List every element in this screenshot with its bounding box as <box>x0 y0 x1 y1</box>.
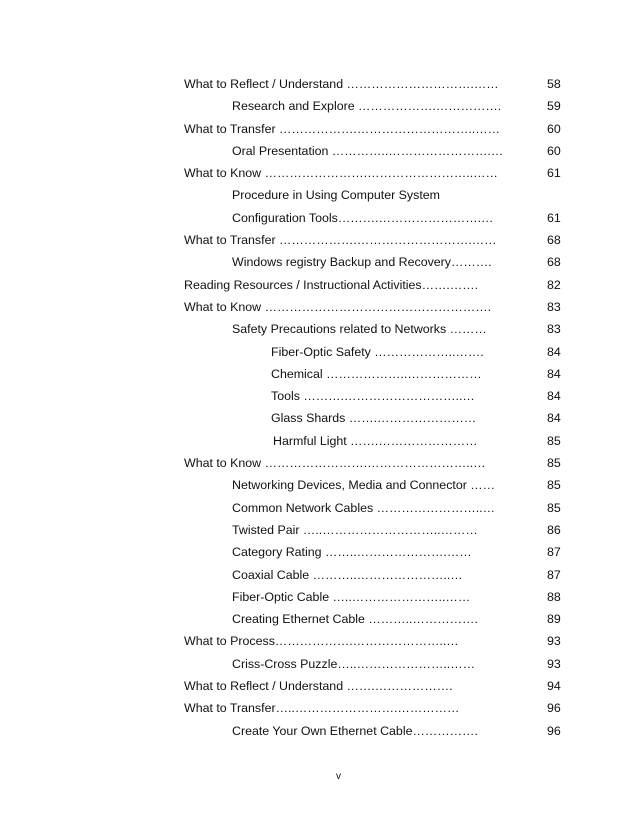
toc-entry-title: What to Process……………….…………………..… <box>184 634 459 649</box>
toc-entry-title: What to Know …………………….……………………..… <box>184 456 486 471</box>
toc-entry-page: 83 <box>547 299 561 314</box>
toc-entry-title: What to Reflect / Understand ………………………….…… <box>184 77 499 91</box>
toc-entry-page: 82 <box>547 277 561 292</box>
toc-entry-page: 85 <box>547 456 561 471</box>
toc-entry-page: 60 <box>547 143 561 158</box>
page-footer <box>0 771 639 782</box>
toc-entry <box>0 318 639 340</box>
toc-entry-title: Tools ……….………………………..… <box>271 389 475 404</box>
toc-entry <box>0 118 639 140</box>
toc-entry-title: Networking Devices, Media and Connector …… <box>232 478 496 493</box>
toc-entry-title: Twisted Pair …..………………………..……… <box>232 522 478 537</box>
toc-entry-page: 96 <box>547 723 561 738</box>
toc-entry-page: 94 <box>547 679 561 694</box>
toc-entry <box>0 608 639 630</box>
toc-entry-title: Common Network Cables ……………………..… <box>232 500 496 515</box>
toc-entry-page: 68 <box>547 255 561 270</box>
toc-entry-page: 84 <box>547 389 561 404</box>
toc-entry-title: Fiber-Optic Safety ………………..……. <box>271 344 484 359</box>
toc-entry <box>0 229 639 251</box>
toc-entry-title: Coaxial Cable ………..…………………..… <box>232 567 463 582</box>
toc-entry-page: 61 <box>547 166 561 181</box>
toc-entry <box>0 296 639 318</box>
toc-entry <box>0 162 639 184</box>
toc-entry-title: Criss-Cross Puzzle…..…………………..…… <box>232 656 476 671</box>
toc-entry <box>0 184 639 206</box>
toc-entry-page: 85 <box>547 433 561 448</box>
toc-entry-title: Fiber-Optic Cable …..…………………..…… <box>232 589 471 604</box>
toc-entry <box>0 675 639 697</box>
toc-entry-page: 96 <box>547 701 561 716</box>
toc-entry-page: 83 <box>547 322 561 337</box>
toc-entry-page: 84 <box>547 411 561 426</box>
toc-entry-title: Create Your Own Ethernet Cable……………. <box>232 723 478 738</box>
toc-entry <box>0 474 639 496</box>
toc-entry <box>0 207 639 229</box>
toc-entry <box>0 541 639 563</box>
toc-entry-page: 87 <box>547 545 561 560</box>
toc-entry-title: Chemical ………………..……………… <box>271 366 482 381</box>
toc-entry-title: What to Transfer ……………….………………………..…… <box>184 121 500 136</box>
toc-entry-title: Category Rating ……..………………….…… <box>232 545 472 560</box>
toc-entry-page: 87 <box>547 567 561 582</box>
toc-entry-page: 93 <box>547 656 561 671</box>
toc-entry-page: 89 <box>547 612 561 627</box>
toc-entry <box>0 95 639 117</box>
toc-entry <box>0 385 639 407</box>
toc-entry <box>0 251 639 273</box>
toc-entry-title: What to Transfer…..…………………….…………… <box>184 701 460 716</box>
toc-entry <box>0 586 639 608</box>
toc-entry <box>0 697 639 719</box>
toc-entry-page: 61 <box>547 210 561 225</box>
toc-entry-title: Configuration Tools……….…………………….… <box>232 210 494 225</box>
toc-entry <box>0 720 639 742</box>
toc-entry <box>0 497 639 519</box>
toc-entry-title: Glass Shards …….…………………… <box>271 411 477 426</box>
toc-entry-page: 85 <box>547 478 561 493</box>
toc-entry-title: Windows registry Backup and Recovery………. <box>232 255 492 270</box>
toc-entry-title: What to Reflect / Understand …….………………. <box>184 679 453 694</box>
toc-entry-page: 60 <box>547 121 561 136</box>
toc-entry-title: Harmful Light …….…………………… <box>273 433 478 448</box>
toc-entry <box>0 73 639 95</box>
toc-entry <box>0 274 639 296</box>
toc-entry-page: 86 <box>547 522 561 537</box>
toc-entry <box>0 653 639 675</box>
toc-entry-page: 84 <box>547 366 561 381</box>
toc-entry-title: What to Know ………………………………………………. <box>184 299 492 314</box>
toc-entry <box>0 452 639 474</box>
page-number: v <box>336 771 341 782</box>
toc-entry-title: Oral Presentation …………..…………………….… <box>232 143 504 158</box>
toc-entry-title: Creating Ethernet Cable ………..……………. <box>232 612 478 627</box>
toc-entry <box>0 140 639 162</box>
toc-entry-page: 58 <box>547 77 561 91</box>
toc-entry <box>0 519 639 541</box>
toc-entry-title: Safety Precautions related to Networks ……… <box>232 322 487 337</box>
toc-entry-page: 59 <box>547 99 561 114</box>
toc-entry <box>0 564 639 586</box>
toc-entry-title: Reading Resources / Instructional Activities…….……. <box>184 277 479 292</box>
toc-entry <box>0 430 639 452</box>
toc-entry <box>0 341 639 363</box>
toc-entry <box>0 407 639 429</box>
toc-entry-title: Procedure in Using Computer System <box>232 188 440 203</box>
toc-entry-page: 68 <box>547 233 561 248</box>
toc-entry-page: 84 <box>547 344 561 359</box>
toc-entry-page: 88 <box>547 589 561 604</box>
toc-entry-page: 85 <box>547 500 561 515</box>
toc-entry-title: What to Transfer ……………….……………………….…… <box>184 233 497 248</box>
table-of-contents <box>0 73 639 742</box>
toc-entry <box>0 363 639 385</box>
toc-entry-title: Research and Explore ……………….……………. <box>232 99 502 114</box>
toc-entry-title: What to Know …………………….……………………..…… <box>184 166 498 181</box>
toc-entry <box>0 630 639 652</box>
toc-entry-page: 93 <box>547 634 561 649</box>
